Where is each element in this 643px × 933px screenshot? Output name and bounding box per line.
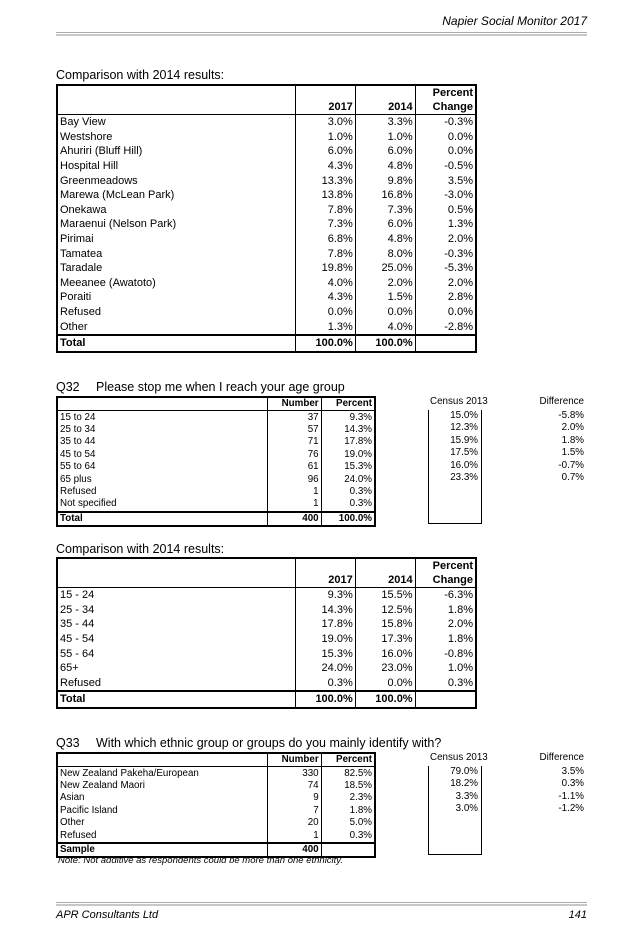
value-percent: 0.3% [321,829,375,842]
header-blank [57,573,295,588]
value-percent: 14.3% [321,424,375,436]
table-row [57,411,375,424]
header-row [57,85,476,100]
total-number: 400 [267,843,321,857]
census-value: 15.0% [450,410,478,421]
difference-value: 0.7% [561,472,584,483]
footer-company: APR Consultants Ltd [56,909,159,921]
q32-title [56,380,345,394]
value-number: 76 [267,449,321,461]
total-change [415,335,476,352]
value-2014: 6.0% [355,144,415,159]
q33-note: Note: Not additive as respondents could be more than one ethnicity. [58,855,343,866]
value-2014: 9.8% [355,173,415,188]
difference-value: 3.5% [561,766,584,777]
header-2017: 2017 [295,100,355,115]
value-number: 71 [267,436,321,448]
row-label: Ahuriri (Bluff Hill) [60,145,143,158]
header-rule [56,32,587,36]
value-change: -6.3% [415,588,476,603]
value-number: 57 [267,424,321,436]
census-value: 79.0% [450,766,478,777]
value-2014: 4.0% [355,319,415,335]
value-percent: 0.3% [321,486,375,498]
table-row [57,436,375,448]
footer-page-number: 141 [568,909,587,921]
value-number: 96 [267,473,321,485]
row-label: Meeanee (Awatoto) [60,276,156,289]
value-percent: 15.3% [321,461,375,473]
value-2017: 7.8% [295,203,355,218]
difference-value: 1.5% [561,447,584,459]
total-row [57,335,476,352]
header-row [57,573,476,588]
row-label: 35 - 44 [60,618,95,631]
header-blank [355,85,415,100]
census-value: 23.3% [450,472,478,483]
value-2014: 8.0% [355,246,415,261]
difference-value: -5.8% [558,410,584,421]
value-change: 1.0% [415,661,476,676]
value-2017: 0.3% [295,676,355,692]
row-label: 55 - 64 [60,647,95,660]
table-row [57,276,476,291]
table-row [57,217,476,232]
census-value: 17.5% [450,447,478,459]
value-2017: 4.3% [295,159,355,174]
value-change: 2.0% [415,232,476,247]
census-header: Census 2013 [430,396,488,407]
table-row [57,829,375,842]
difference-value: -1.2% [558,803,584,815]
row-label: Refused [60,829,97,841]
row-label: Not specified [60,498,117,510]
table-row [57,246,476,261]
value-2017: 7.8% [295,246,355,261]
header-blank [57,753,267,767]
value-2014: 16.8% [355,188,415,203]
value-percent: 19.0% [321,449,375,461]
census-value: 16.0% [450,459,478,471]
value-change: -0.3% [415,115,476,130]
table-row [57,188,476,203]
value-2017: 13.8% [295,188,355,203]
difference-value: 2.0% [561,422,584,434]
value-percent: 5.0% [321,817,375,829]
row-label: New Zealand Maori [60,779,145,791]
row-label: Bay View [60,116,106,129]
value-number: 1 [267,829,321,842]
q32-question: Please stop me when I reach your age group [96,380,345,394]
difference-value: 0.3% [561,778,584,790]
difference-value: -1.1% [558,790,584,802]
comp2-table [56,557,477,709]
table-row [57,805,375,817]
value-2014: 17.3% [355,632,415,647]
value-2014: 2.0% [355,276,415,291]
value-2014: 4.8% [355,232,415,247]
table-row [57,261,476,276]
value-number: 1 [267,486,321,498]
row-label: 25 - 34 [60,603,95,616]
value-change: 3.5% [415,173,476,188]
value-number: 20 [267,817,321,829]
value-2014: 15.8% [355,617,415,632]
value-percent: 18.5% [321,780,375,792]
value-2017: 24.0% [295,661,355,676]
header-row [57,558,476,573]
value-2017: 19.0% [295,632,355,647]
value-2017: 4.0% [295,276,355,291]
header-change: Change [415,100,476,115]
row-label: Marewa (McLean Park) [60,189,175,202]
value-change: 0.5% [415,203,476,218]
table-row [57,130,476,145]
table-row [57,632,476,647]
value-number: 37 [267,411,321,424]
header-number: Number [267,397,321,411]
value-2017: 13.3% [295,173,355,188]
value-percent: 82.5% [321,767,375,780]
total-2014: 100.0% [355,335,415,352]
value-number: 7 [267,805,321,817]
value-2017: 1.3% [295,319,355,335]
row-label: Other [60,320,88,333]
table-row [57,676,476,692]
table-row [57,449,375,461]
table-row [57,588,476,603]
value-2014: 1.5% [355,290,415,305]
value-2017: 9.3% [295,588,355,603]
value-2014: 25.0% [355,261,415,276]
table-row [57,159,476,174]
row-label: 15 - 24 [60,589,95,602]
total-2014: 100.0% [355,691,415,708]
q32-table [56,396,376,527]
value-2014: 15.5% [355,588,415,603]
header-2014: 2014 [355,100,415,115]
value-2014: 0.0% [355,676,415,692]
total-row [57,691,476,708]
table-row [57,461,375,473]
row-label: Asian [60,792,85,804]
value-change: 0.0% [415,130,476,145]
row-label: Other [60,817,85,829]
row-label: Taradale [60,262,103,275]
header-change: Change [415,573,476,588]
value-2017: 15.3% [295,646,355,661]
census-value: 15.9% [450,434,478,446]
value-number: 61 [267,461,321,473]
row-label: Maraenui (Nelson Park) [60,218,177,231]
row-label: 25 to 34 [60,423,96,435]
table-row [57,817,375,829]
row-label: Greenmeadows [60,174,138,187]
value-change: -2.8% [415,319,476,335]
header-blank [57,100,295,115]
header-row [57,397,375,411]
header-percent: Percent [321,753,375,767]
table-row [57,144,476,159]
value-2017: 17.8% [295,617,355,632]
value-change: 2.8% [415,290,476,305]
value-percent: 1.8% [321,805,375,817]
row-label: Westshore [60,130,113,143]
table-row [57,498,375,511]
value-2017: 19.8% [295,261,355,276]
difference-value: -0.7% [558,459,584,471]
value-change: 1.3% [415,217,476,232]
row-label: 35 to 44 [60,436,96,448]
value-change: 0.0% [415,305,476,320]
table-row [57,424,375,436]
table-row [57,767,375,780]
total-label: Sample [57,843,267,857]
row-label: Onekawa [60,203,107,216]
header-blank [355,558,415,573]
table-row [57,305,476,320]
value-change: -0.3% [415,246,476,261]
header-blank [57,397,267,411]
table-row [57,203,476,218]
q32-number: Q32 [56,380,80,394]
page-header: Napier Social Monitor 2017 [442,14,587,28]
table-row [57,115,476,130]
value-2017: 14.3% [295,603,355,618]
total-percent: 100.0% [321,512,375,526]
value-number: 1 [267,498,321,511]
value-2017: 1.0% [295,130,355,145]
comp2-title: Comparison with 2014 results: [56,542,225,556]
table-row [57,661,476,676]
value-percent: 2.3% [321,792,375,804]
row-label: 65 plus [60,473,92,485]
header-percent: Percent [415,558,476,573]
value-change: -0.8% [415,646,476,661]
row-label: New Zealand Pakeha/European [60,767,199,779]
value-2014: 1.0% [355,130,415,145]
value-2017: 7.3% [295,217,355,232]
total-2017: 100.0% [295,335,355,352]
table-row [57,319,476,335]
row-label: 15 to 24 [60,411,96,423]
table-row [57,780,375,792]
row-label: Pirimai [60,233,94,246]
row-label: 55 to 64 [60,461,96,473]
q33-number: Q33 [56,736,80,750]
row-label: Refused [60,485,97,497]
difference-header: Difference [539,396,584,407]
q33-question: With which ethnic group or groups do you mainly identify with? [96,736,442,750]
value-2014: 4.8% [355,159,415,174]
value-2017: 6.8% [295,232,355,247]
q33-title [56,736,441,750]
comp1-table [56,84,477,353]
value-percent: 0.3% [321,498,375,511]
row-label: Refused [60,306,101,319]
census-value: 3.3% [455,790,478,802]
value-change: 0.0% [415,144,476,159]
table-row [57,173,476,188]
value-2014: 0.0% [355,305,415,320]
value-2017: 4.3% [295,290,355,305]
header-2014: 2014 [355,573,415,588]
value-2017: 3.0% [295,115,355,130]
row-label: Refused [60,676,101,689]
value-change: 1.8% [415,603,476,618]
value-change: 2.0% [415,617,476,632]
total-row [57,512,375,526]
census-header: Census 2013 [430,752,488,763]
value-2014: 6.0% [355,217,415,232]
value-number: 330 [267,767,321,780]
value-2014: 12.5% [355,603,415,618]
row-label: Poraiti [60,291,92,304]
row-label: Tamatea [60,247,103,260]
header-percent: Percent [321,397,375,411]
census-value: 18.2% [450,778,478,790]
census-value: 12.3% [450,422,478,434]
difference-header: Difference [539,752,584,763]
value-2014: 7.3% [355,203,415,218]
row-label: 45 to 54 [60,448,96,460]
header-blank [295,85,355,100]
census-value: 3.0% [455,803,478,815]
table-row [57,617,476,632]
row-label: Hospital Hill [60,160,119,173]
table-row [57,646,476,661]
header-blank [295,558,355,573]
header-blank [57,558,295,573]
header-percent: Percent [415,85,476,100]
header-blank [57,85,295,100]
row-label: 45 - 54 [60,633,95,646]
total-label: Total [57,335,295,352]
header-row [57,753,375,767]
difference-value: 1.8% [561,434,584,446]
value-percent: 24.0% [321,473,375,485]
comp1-title: Comparison with 2014 results: [56,68,225,82]
value-change: -5.3% [415,261,476,276]
row-label: Pacific Island [60,804,118,816]
table-row [57,290,476,305]
value-2017: 0.0% [295,305,355,320]
value-percent: 17.8% [321,436,375,448]
value-number: 74 [267,780,321,792]
value-change: 1.8% [415,632,476,647]
q33-table [56,752,376,858]
footer-rule [56,902,587,906]
table-row [57,232,476,247]
value-2014: 23.0% [355,661,415,676]
value-2014: 3.3% [355,115,415,130]
value-2014: 16.0% [355,646,415,661]
value-change: 2.0% [415,276,476,291]
value-percent: 9.3% [321,411,375,424]
table-row [57,473,375,485]
value-2017: 6.0% [295,144,355,159]
header-row [57,100,476,115]
value-change: -3.0% [415,188,476,203]
value-number: 9 [267,792,321,804]
total-label: Total [57,691,295,708]
total-number: 400 [267,512,321,526]
table-row [57,792,375,804]
value-change: 0.3% [415,676,476,692]
value-change: -0.5% [415,159,476,174]
total-label: Total [57,512,267,526]
total-2017: 100.0% [295,691,355,708]
header-number: Number [267,753,321,767]
table-row [57,603,476,618]
row-label: 65+ [60,662,79,675]
total-change [415,691,476,708]
header-2017: 2017 [295,573,355,588]
table-row [57,486,375,498]
